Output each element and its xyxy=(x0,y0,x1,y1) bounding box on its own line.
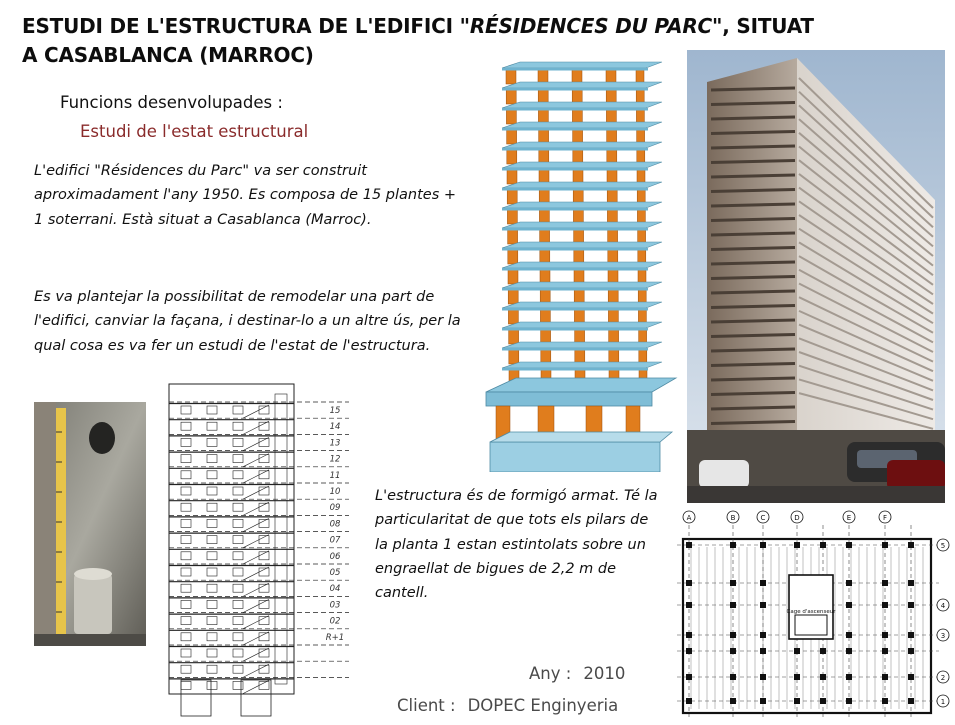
title-emphasis: RÉSIDENCES DU PARC xyxy=(469,14,713,38)
structural-3d-model-image xyxy=(476,52,686,472)
section-level-label: 13 xyxy=(329,438,341,449)
floor-plan-drawing xyxy=(663,505,952,723)
plan-column-label: F xyxy=(882,514,888,522)
section-level-label: R+1 xyxy=(325,632,345,643)
client-label: Client : xyxy=(397,696,456,715)
building-photo xyxy=(687,50,945,503)
description-paragraph-2: Es va plantejar la possibilitat de remodelar una part de l'edifici, canviar la façana, i destinar-lo a un altre ús, per la qual cosa es va fer un estudi de l'estat de l'estructura. xyxy=(34,289,461,354)
section-level-label: 09 xyxy=(329,503,341,514)
functions-heading: Funcions desenvolupades : xyxy=(60,93,283,112)
section-level-label: 02 xyxy=(329,616,341,627)
plan-column-label: A xyxy=(686,514,692,522)
section-level-label: 03 xyxy=(329,600,341,611)
plan-row-label: 4 xyxy=(940,602,946,610)
plan-column-label: B xyxy=(730,514,736,522)
functions-item: Estudi de l'estat estructural xyxy=(80,122,309,141)
section-level-label: 15 xyxy=(329,406,341,416)
core-sample-photo xyxy=(34,402,146,646)
section-level-label: 12 xyxy=(329,454,341,465)
plan-column-label: E xyxy=(846,514,852,522)
year-label: Any : xyxy=(529,664,572,683)
plan-column-label: C xyxy=(760,514,766,522)
title-part-1: ESTUDI DE L'ESTRUCTURA DE L'EDIFICI " xyxy=(22,14,470,38)
plan-row-label: 1 xyxy=(940,698,946,706)
description-paragraph-1: L'edifici "Résidences du Parc" va ser construit aproximadament l'any 1950. Es composa de 15 plantes + 1 soterrani. Està situat a Casablanca (Marroc). xyxy=(34,163,457,228)
title-part-2: ", SITUAT A CASABLANCA (MARROC) xyxy=(22,14,814,67)
section-level-label: 05 xyxy=(329,568,341,578)
section-level-label: 06 xyxy=(329,551,341,562)
year-line xyxy=(529,664,625,683)
plan-column-label: D xyxy=(794,514,800,522)
description-paragraph-3: L'estructura és de formigó armat. Té la particularitat de que tots els pilars de la planta 1 estan estintolats sobre un engraellat de bigues de 2,2 m de cantell. xyxy=(375,488,658,602)
client-line xyxy=(397,696,618,715)
plan-row-label: 3 xyxy=(940,632,946,640)
year-value: 2010 xyxy=(583,664,626,683)
plan-row-label: 5 xyxy=(940,542,946,550)
section-level-label: 10 xyxy=(329,487,341,497)
section-level-label: 04 xyxy=(329,584,341,595)
section-level-label: 07 xyxy=(329,535,341,546)
section-level-label: 14 xyxy=(329,422,341,433)
client-value: DOPEC Enginyeria xyxy=(467,696,619,715)
section-level-label: 08 xyxy=(329,519,341,530)
section-drawing xyxy=(159,380,359,720)
plan-row-label: 2 xyxy=(940,674,946,682)
plan-core-label: Cage d'ascenseur xyxy=(786,609,836,615)
section-level-label: 11 xyxy=(329,470,341,481)
